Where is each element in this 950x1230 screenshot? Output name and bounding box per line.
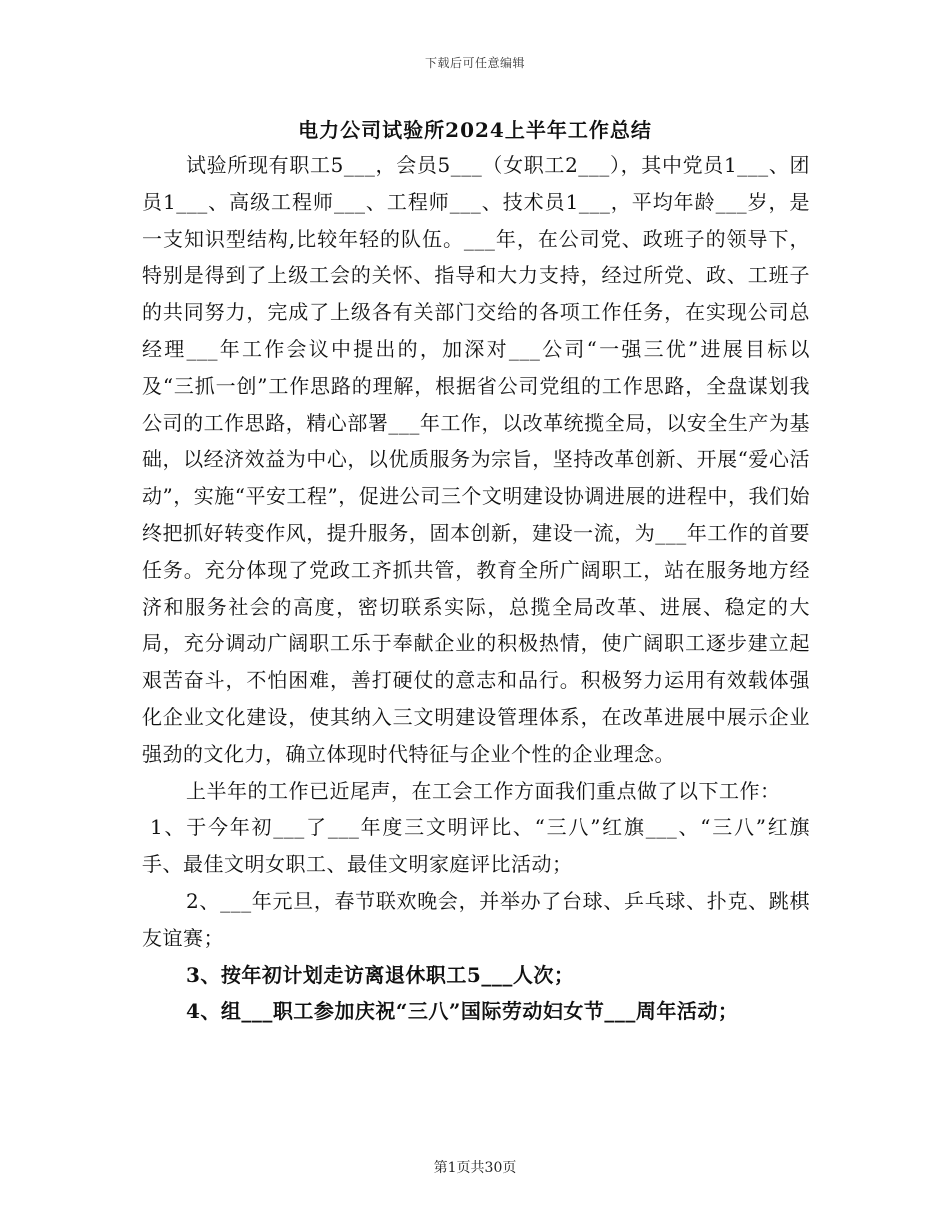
- page-footer: 第1页共30页: [433, 1160, 517, 1176]
- document-body: [142, 147, 810, 1030]
- list-item-4: 4、组___职工参加庆祝“三八”国际劳动妇女节___周年活动；: [186, 999, 739, 1024]
- paragraph-intro: 试验所现有职工5___，会员5___（女职工2___），其中党员1___、团员1___、高级工程师___、工程师___、技术员1___，平均年龄___岁，是一支知识型结构,比较年轻的队伍。___年，在公司党、政班子的领导下，特别是得到了上级工会的关怀、指导和大力支持，经过所党、政、工班子的共同努力，完成了上级各有关部门交给的各项工作任务，在实现公司总经理___年工作会议中提出的，加深对___公司“一强三优”进展目标以及“三抓一创”工作思路的理解，根据省公司党组的工作思路，全盘谋划我公司的工作思路，精心部署___年工作，以改革统揽全局，以安全生产为基础，以经济效益为中心，以优质服务为宗旨，坚持改革创新、开展“爱心活动”，实施“平安工程”，促进公司三个文明建设协调进展的进程中，我们始终把抓好转变作风，提升服务，固本创新，建设一流，为___年工作的首要任务。充分体现了党政工齐抓共管，教育全所广阔职工，站在服务地方经济和服务社会的高度，密切联系实际，总揽全局改革、进展、稳定的大局，充分调动广阔职工乐于奉献企业的积极热情，使广阔职工逐步建立起艰苦奋斗，不怕困难，善打硬仗的意志和品行。积极努力运用有效载体强化企业文化建设，使其纳入三文明建设管理体系，在改革进展中展示企业强劲的文化力，确立体现时代特征与企业个性的企业理念。: [142, 153, 810, 766]
- header-note: 下载后可任意编辑: [424, 56, 525, 70]
- list-item-1: 1、于今年初___了___年度三文明评比、“三八”红旗___、“三八”红旗手、最佳文明女职工、最佳文明家庭评比活动；: [142, 815, 810, 877]
- list-item-3: 3、按年初计划走访离退休职工5___人次；: [186, 962, 575, 987]
- document-title: 电力公司试验所2024上半年工作总结: [298, 118, 652, 142]
- list-item-2: 2、___年元旦，春节联欢晚会，并举办了台球、乒乓球、扑克、跳棋友谊赛；: [142, 888, 810, 950]
- paragraph-summary-lead: 上半年的工作已近尾声，在工会工作方面我们重点做了以下工作：: [186, 778, 781, 803]
